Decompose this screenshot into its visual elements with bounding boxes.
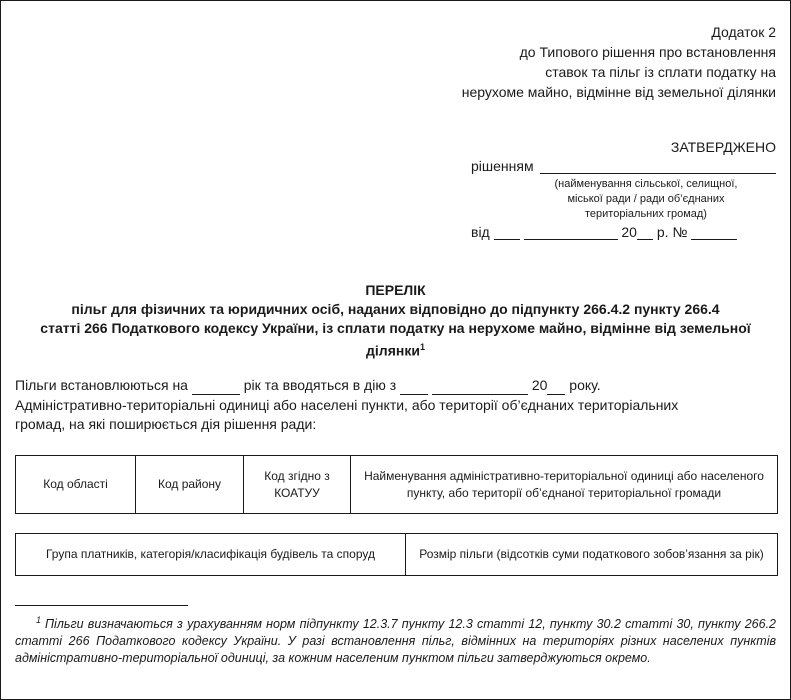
number-label: р. № (656, 224, 688, 240)
table-header-cell: Найменування адміністративно-територіальної одиниці або населеного пункту, або території об’єднаної територіальної громади (351, 456, 778, 514)
table-row (16, 534, 778, 576)
year-blank (637, 225, 653, 240)
start-month-blank (432, 380, 528, 395)
date-from-label: від (471, 224, 490, 240)
month-blank (524, 225, 618, 240)
year-count-blank (192, 380, 240, 395)
start-year-prefix: 20 (531, 377, 548, 393)
territories-table (15, 455, 778, 514)
decision-row (471, 158, 781, 174)
number-blank (691, 225, 737, 240)
heading-line-2: статті 266 Податкового кодексу України, із сплати податку на нерухоме майно, відмінне від земельної (40, 320, 751, 336)
benefits-period-text-2: рік та вводяться в дію з (243, 377, 397, 393)
table-header-cell: Група платників, категорія/класифікація будівель та споруд (16, 534, 406, 576)
heading-title: ПЕРЕЛІК (365, 282, 426, 298)
territories-paragraph (15, 396, 776, 434)
table-row (16, 456, 778, 514)
benefits-table (15, 533, 778, 576)
territories-line-1: Адміністративно-територіальні одиниці або населені пункти, або території об’єднаних територіальних (15, 397, 679, 413)
decision-label: рішенням (471, 158, 534, 174)
approved-label: ЗАТВЕРДЖЕНО (670, 139, 776, 155)
decision-note-line-2: міської ради / ради об’єднаних (567, 193, 725, 205)
appendix-line-4: нерухоме майно, відмінне від земельної ділянки (461, 84, 776, 100)
table-header-cell: Код області (16, 456, 136, 514)
table-header-cell: Код району (136, 456, 244, 514)
territories-line-2: громад, на які поширюється дія рішення ради: (15, 416, 317, 432)
footnote (15, 612, 776, 667)
start-day-blank (400, 380, 428, 395)
decision-note (531, 177, 761, 222)
decision-date-row (471, 224, 737, 240)
footnote-mark: 1 (35, 615, 41, 625)
appendix-line-2: до Типового рішення про встановлення (519, 44, 776, 60)
footnote-reference: 1 (419, 342, 425, 352)
decision-note-line-1: (найменування сільської, селищної, (554, 178, 738, 190)
heading-line-1: пільг для фізичних та юридичних осіб, наданих відповідно до підпункту 266.4.2 пункту 266.4 (71, 301, 720, 317)
benefits-period-text-1: Пільги встановлюються на (15, 377, 188, 393)
appendix-line-3: ставок та пільг із сплати податку на (545, 64, 776, 80)
appendix-line-1: Додаток 2 (711, 24, 776, 40)
footnote-text: Пільги визначаються з урахуванням норм підпункту 12.3.7 пункту 12.3 статті 12, пункту 30.2 статті 30, пункту 266.2 статті 266 Податкового кодексу України. У разі встановлення пільг, відмінних на територіях різних населених пунктів адміністративно-територіальної одиниці, за кожним населеним пунктом пільги затверджуються окремо. (15, 617, 776, 666)
footnote-divider (15, 605, 188, 606)
appendix-block (356, 22, 776, 102)
table-header-cell: Розмір пільги (відсотків суми податкового зобов’язання за рік) (406, 534, 778, 576)
benefits-period-paragraph (15, 376, 776, 395)
document-heading (11, 281, 780, 361)
decision-blank-line (540, 159, 776, 174)
decision-note-line-3: територіальних громад) (585, 208, 707, 220)
year-prefix: 20 (621, 224, 637, 240)
benefits-period-text-3: року. (569, 377, 601, 393)
heading-line-3: ділянки$^1$ (366, 342, 425, 359)
table-header-cell: Код згідно з КОАТУУ (244, 456, 351, 514)
day-blank (494, 225, 520, 240)
start-year-blank (547, 380, 565, 395)
